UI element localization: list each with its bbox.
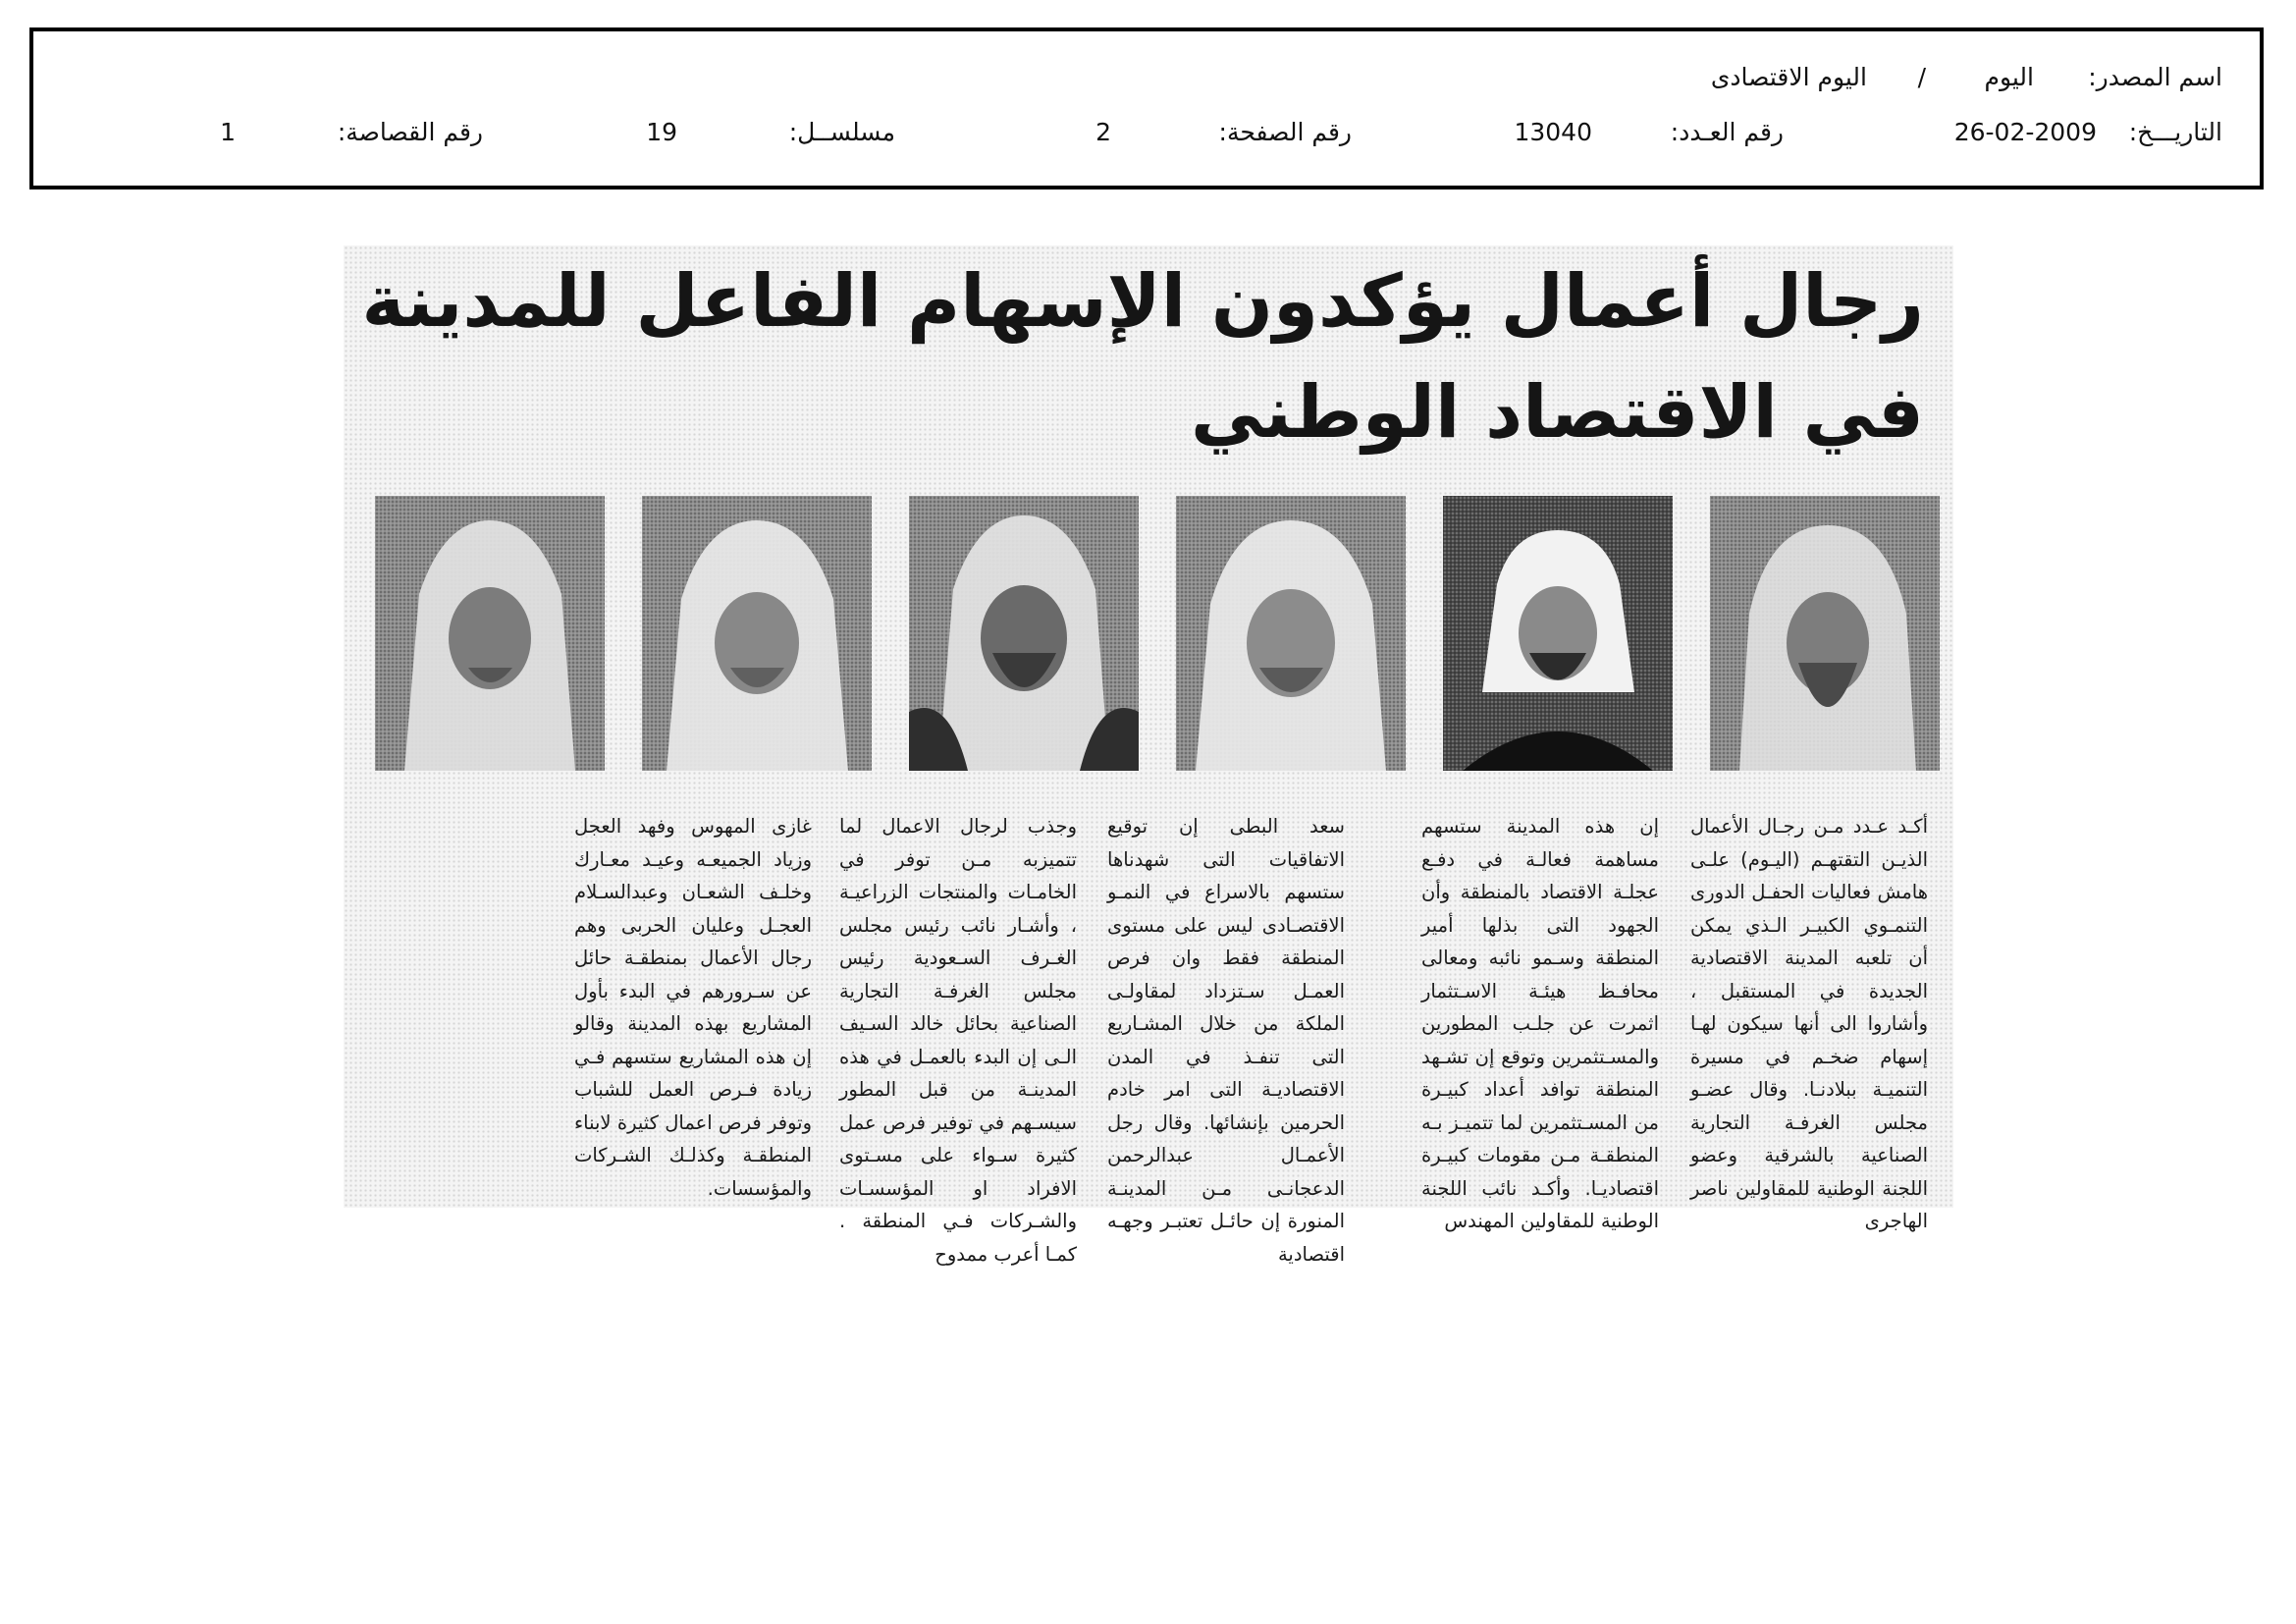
- clipping-metadata-box: [29, 27, 2264, 189]
- article-column-2: إن هذه المدينة ستسهم مساهمة فعالـة في دفـع عجلـة الاقتصاد بالمنطقة وأن الجهود التى بذلها أمير المنطقة وسـمو نائبه ومعالى محافـظ هيئـة الاسـتثمار اثمرت عن جلـب المطورين والمسـتثمرين وتوقع إن تشـهد المنطقة توافد أعداد كبيـرة من المسـتثمرين لما تتميـز بـه المنطقـة مـن مقومات كبيـرة اقتصاديـا. وأكـد نائب اللجنة الوطنية للمقاولين المهندس: [1421, 815, 1659, 1232]
- page-number-label: رقم الصفحة:: [1218, 118, 1352, 146]
- clip-number-value: 1: [220, 118, 236, 146]
- source-separator: /: [1917, 63, 1926, 91]
- portrait-photo-5: [642, 496, 872, 771]
- date-label: التاريـــخ:: [2128, 118, 2222, 146]
- article-column-3: سعد البطى إن توقيع الاتفاقيات التى شهدناها ستسهم بالاسراع في النمـو الاقتصـادى ليس على مستوى المنطقة فقط وان فرص العمـل سـتزداد لمقاولـى الملكة من خلال المشـاريع التى تنفـذ في المدن الاقتصاديـة التى امر خادم الحرمين بإنشائها. وقال رجل الأعمـال عبدالرحمن الدعجانـى مـن المدينـة المنورة إن حائـل تعتبـر وجهـه اقتصادية: [1107, 815, 1345, 1266]
- portrait-photo-2: [1443, 496, 1673, 771]
- source-value-alyaum: اليوم: [1984, 63, 2034, 91]
- portrait-photo-4: [909, 496, 1139, 771]
- article-column-4: وجذب لرجال الاعمال لما تتميزبه مـن توفر في الخامـات والمنتجات الزراعيـة ، وأشـار نائب رئيس مجلس الغـرف السـعودية رئيس مجلس الغرفـة التجارية الصناعية بحائل خالد السـيف الـى إن البدء بالعمـل في هذه المدينـة من قبل المطور سيسـهم في توفير فرص عمل كثيرة سـواء على مسـتوى الافراد او المؤسسـات والشـركات فـي المنطقة . كمـا أعرب ممدوح: [839, 815, 1077, 1266]
- serial-label: مسلســل:: [788, 118, 895, 146]
- date-value: 26-02-2009: [1953, 118, 2097, 146]
- headline-line-2: في الاقتصاد الوطني: [1191, 370, 1924, 455]
- clip-number-label: رقم القصاصة:: [337, 118, 483, 146]
- newspaper-clipping: [344, 245, 1953, 1266]
- article-column-5: غازى المهوس وفهد العجل وزياد الجميعـه وعيـد معـارك وخلـف الشعـان وعبدالسـلام العجـل وعليان الحربى وهم رجال الأعمال بمنطقـة حائل عن سـرورهم في البدء بأول المشاريع بهذه المدينة وقالو إن هذه المشاريع ستسهم فـي زيادة فـرص العمل للشباب وتوفر فرص اعمال كثيرة لابناء المنطقـة وكذلـك الشـركات والمؤسسات.: [574, 815, 812, 1200]
- serial-value: 19: [646, 118, 677, 146]
- portrait-photo-6: [375, 496, 605, 771]
- issue-number-label: رقم العـدد:: [1670, 118, 1784, 146]
- page-number-value: 2: [1095, 118, 1111, 146]
- issue-number-value: 13040: [1514, 118, 1592, 146]
- headline-line-1: رجال أعمال يؤكدون الإسهام الفاعل للمدينة: [361, 259, 1924, 344]
- source-value-economic: اليوم الاقتصادى: [1710, 63, 1867, 91]
- source-label: اسم المصدر:: [2088, 63, 2222, 91]
- article-column-1: أكـد عـدد مـن رجـال الأعمال الذيـن التقتهـم (اليـوم) علـى هامش فعاليات الحفـل الدورى التنمـوي الكبيـر الـذي يمكن أن تلعبه المدينة الاقتصادية الجديدة في المستقبل ، وأشاروا الى أنها سيكون لهـا إسهام ضخـم في مسيرة التنميـة ببلادنـا. وقال عضـو مجلس الغرفـة التجارية الصناعية بالشرقية وعضو اللجنة الوطنية للمقاولين ناصر الهاجرى: [1690, 815, 1928, 1232]
- portrait-photo-3: [1176, 496, 1406, 771]
- portrait-photo-1: [1710, 496, 1940, 771]
